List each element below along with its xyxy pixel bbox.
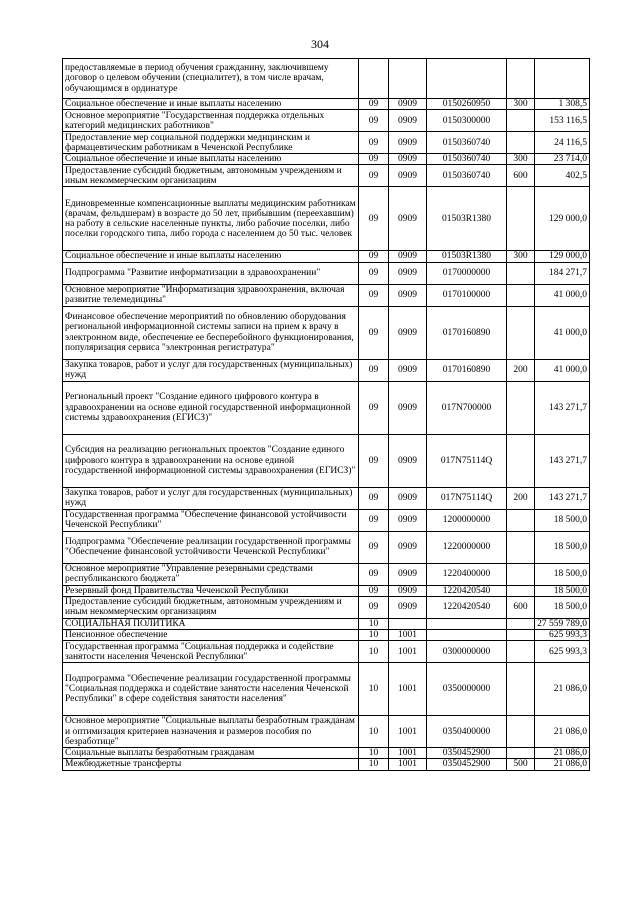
row-sum: 625 993,3 (535, 641, 590, 663)
row-rz: 09 (359, 110, 389, 132)
row-csr: 01503R1380 (427, 187, 507, 251)
row-name: Социальные выплаты безработным гражданам (63, 748, 359, 759)
row-pr: 0909 (389, 434, 427, 487)
row-name: СОЦИАЛЬНАЯ ПОЛИТИКА (63, 618, 359, 629)
row-pr: 0909 (389, 359, 427, 381)
row-rz: 10 (359, 641, 389, 663)
row-rz: 09 (359, 306, 389, 359)
row-csr: 0150300000 (427, 110, 507, 132)
row-pr: 0909 (389, 99, 427, 110)
row-pr: 0909 (389, 132, 427, 154)
row-rz: 09 (359, 284, 389, 306)
table-row (63, 154, 590, 165)
table-row (63, 585, 590, 596)
row-name: Межбюджетные трансферты (63, 759, 359, 770)
row-csr: 1220400000 (427, 563, 507, 585)
row-pr (389, 59, 427, 99)
row-vr (507, 748, 535, 759)
row-vr (507, 434, 535, 487)
row-rz: 09 (359, 165, 389, 187)
row-pr: 1001 (389, 630, 427, 641)
row-csr: 1200000000 (427, 509, 507, 531)
row-sum: 1 308,5 (535, 99, 590, 110)
table-row (63, 748, 590, 759)
row-csr: 0150360740 (427, 154, 507, 165)
row-name: Закупка товаров, работ и услуг для государственных (муниципальных) нужд (63, 487, 359, 509)
row-name: Подпрограмма "Обеспечение реализации государственной программы "Обеспечение финансовой устойчивости Чеченской Республики" (63, 531, 359, 563)
row-name: Предоставление мер социальной поддержки медицинским и фармацевтическим работникам в Чеченской Республике (63, 132, 359, 154)
row-rz: 10 (359, 759, 389, 770)
row-pr: 1001 (389, 641, 427, 663)
table-row (63, 165, 590, 187)
row-name: Государственная программа "Социальная поддержка и содействие занятости населения Чеченской Республики" (63, 641, 359, 663)
row-vr (507, 110, 535, 132)
row-rz: 10 (359, 618, 389, 629)
budget-table-body (63, 59, 590, 771)
row-csr: 1220420540 (427, 596, 507, 618)
row-name: Субсидия на реализацию региональных проектов "Создание единого цифрового контура в здравоохранении на основе единой государственной информационной системы здравоохранения (ЕГИСЗ)" (63, 434, 359, 487)
row-rz: 09 (359, 531, 389, 563)
row-rz: 09 (359, 585, 389, 596)
table-row (63, 641, 590, 663)
row-pr: 0909 (389, 381, 427, 434)
row-name: Финансовое обеспечение мероприятий по обновлению оборудования региональной информационной системы записи на прием к врачу в электронном виде, обеспечение ее бесперебойного функционирования, популяризация сервиса "электронная регистратура" (63, 306, 359, 359)
row-vr (507, 284, 535, 306)
table-row (63, 563, 590, 585)
row-csr: 1220420540 (427, 585, 507, 596)
row-name: Подпрограмма "Развитие информатизации в здравоохранении" (63, 262, 359, 284)
table-row (63, 59, 590, 99)
row-sum: 18 500,0 (535, 585, 590, 596)
row-rz: 09 (359, 359, 389, 381)
table-row (63, 618, 590, 629)
row-pr: 1001 (389, 716, 427, 748)
row-pr: 0909 (389, 165, 427, 187)
row-vr (507, 132, 535, 154)
row-pr: 1001 (389, 748, 427, 759)
row-rz: 10 (359, 630, 389, 641)
row-sum: 143 271,7 (535, 434, 590, 487)
row-vr: 300 (507, 154, 535, 165)
row-csr: 0150360740 (427, 132, 507, 154)
row-sum: 23 714,0 (535, 154, 590, 165)
row-name: Региональный проект "Создание единого цифрового контура в здравоохранении на основе единой государственной информационной системы здравоохранения (ЕГИСЗ)" (63, 381, 359, 434)
row-sum: 24 116,5 (535, 132, 590, 154)
row-pr: 0909 (389, 596, 427, 618)
table-row (63, 596, 590, 618)
row-vr: 600 (507, 165, 535, 187)
row-name: Подпрограмма "Обеспечение реализации государственной программы "Социальная поддержка и содействие занятости населения Чеченской Республики" в сфере содействия занятости населения" (63, 663, 359, 716)
budget-table (62, 58, 590, 771)
row-rz (359, 59, 389, 99)
row-vr: 600 (507, 596, 535, 618)
row-vr (507, 618, 535, 629)
row-vr: 300 (507, 99, 535, 110)
row-sum: 153 116,5 (535, 110, 590, 132)
row-name: Пенсионное обеспечение (63, 630, 359, 641)
row-vr (507, 509, 535, 531)
row-vr: 200 (507, 487, 535, 509)
row-vr (507, 641, 535, 663)
table-row (63, 359, 590, 381)
row-csr: 0350452900 (427, 759, 507, 770)
row-vr: 200 (507, 359, 535, 381)
table-row (63, 187, 590, 251)
row-csr: 017N700000 (427, 381, 507, 434)
table-row (63, 716, 590, 748)
row-csr (427, 618, 507, 629)
row-sum: 21 086,0 (535, 748, 590, 759)
row-name: Предоставление субсидий бюджетным, автономным учреждениям и иным некоммерческим организациям (63, 165, 359, 187)
row-sum: 27 559 789,0 (535, 618, 590, 629)
row-sum: 625 993,3 (535, 630, 590, 641)
table-row (63, 509, 590, 531)
row-vr (507, 563, 535, 585)
row-csr: 0350400000 (427, 716, 507, 748)
row-rz: 10 (359, 716, 389, 748)
row-rz: 09 (359, 563, 389, 585)
row-rz: 09 (359, 487, 389, 509)
row-sum: 21 086,0 (535, 759, 590, 770)
table-row (63, 306, 590, 359)
row-csr: 0350452900 (427, 748, 507, 759)
row-pr: 0909 (389, 306, 427, 359)
row-vr (507, 585, 535, 596)
table-row (63, 663, 590, 716)
row-sum: 21 086,0 (535, 716, 590, 748)
row-vr (507, 630, 535, 641)
row-sum: 129 000,0 (535, 251, 590, 262)
table-row (63, 630, 590, 641)
row-rz: 09 (359, 381, 389, 434)
table-row (63, 381, 590, 434)
row-sum: 41 000,0 (535, 359, 590, 381)
row-pr: 0909 (389, 563, 427, 585)
row-csr: 0300000000 (427, 641, 507, 663)
row-sum: 21 086,0 (535, 663, 590, 716)
row-sum: 143 271,7 (535, 487, 590, 509)
row-sum: 18 500,0 (535, 563, 590, 585)
row-pr: 0909 (389, 187, 427, 251)
row-rz: 09 (359, 99, 389, 110)
row-name: Основное мероприятие "Государственная поддержка отдельных категорий медицинских работников" (63, 110, 359, 132)
table-row (63, 759, 590, 770)
row-name: Предоставление субсидий бюджетным, автономным учреждениям и иным некоммерческим организациям (63, 596, 359, 618)
row-sum: 129 000,0 (535, 187, 590, 251)
row-name: Закупка товаров, работ и услуг для государственных (муниципальных) нужд (63, 359, 359, 381)
row-rz: 09 (359, 509, 389, 531)
row-rz: 09 (359, 434, 389, 487)
row-pr: 1001 (389, 663, 427, 716)
table-row (63, 531, 590, 563)
row-csr: 0350000000 (427, 663, 507, 716)
row-name: Социальное обеспечение и иные выплаты населению (63, 154, 359, 165)
row-name: Основное мероприятие "Информатизация здравоохранения, включая развитие телемедицины" (63, 284, 359, 306)
row-pr (389, 618, 427, 629)
table-row (63, 110, 590, 132)
row-pr: 0909 (389, 154, 427, 165)
row-pr: 0909 (389, 487, 427, 509)
row-name: Резервный фонд Правительства Чеченской Республики (63, 585, 359, 596)
row-rz: 10 (359, 663, 389, 716)
row-rz: 10 (359, 748, 389, 759)
row-csr (427, 59, 507, 99)
row-pr: 0909 (389, 531, 427, 563)
table-row (63, 251, 590, 262)
table-row (63, 99, 590, 110)
row-csr: 0170160890 (427, 306, 507, 359)
row-vr (507, 716, 535, 748)
page-number: 304 (311, 37, 329, 51)
row-pr: 0909 (389, 262, 427, 284)
row-pr: 0909 (389, 251, 427, 262)
row-rz: 09 (359, 251, 389, 262)
row-vr: 500 (507, 759, 535, 770)
row-name: Основное мероприятие "Социальные выплаты безработным гражданам и оптимизация критериев назначения и размеров пособия по безработице" (63, 716, 359, 748)
row-name: Социальное обеспечение и иные выплаты населению (63, 99, 359, 110)
table-row (63, 132, 590, 154)
row-csr (427, 630, 507, 641)
row-sum: 184 271,7 (535, 262, 590, 284)
table-row (63, 487, 590, 509)
row-sum: 18 500,0 (535, 509, 590, 531)
row-sum: 41 000,0 (535, 306, 590, 359)
row-sum: 41 000,0 (535, 284, 590, 306)
row-sum: 402,5 (535, 165, 590, 187)
row-csr: 017N75114Q (427, 487, 507, 509)
table-row (63, 434, 590, 487)
row-csr: 017N75114Q (427, 434, 507, 487)
row-csr: 1220000000 (427, 531, 507, 563)
row-csr: 0150260950 (427, 99, 507, 110)
row-csr: 0170100000 (427, 284, 507, 306)
row-csr: 0170000000 (427, 262, 507, 284)
row-rz: 09 (359, 187, 389, 251)
row-rz: 09 (359, 596, 389, 618)
row-pr: 0909 (389, 110, 427, 132)
row-csr: 0170160890 (427, 359, 507, 381)
row-csr: 0150360740 (427, 165, 507, 187)
row-vr (507, 663, 535, 716)
row-rz: 09 (359, 154, 389, 165)
row-sum: 143 271,7 (535, 381, 590, 434)
row-vr (507, 531, 535, 563)
row-pr: 0909 (389, 509, 427, 531)
row-vr (507, 59, 535, 99)
row-name: Социальное обеспечение и иные выплаты населению (63, 251, 359, 262)
row-vr: 300 (507, 251, 535, 262)
row-pr: 0909 (389, 284, 427, 306)
row-name: Основное мероприятие "Управление резервными средствами республиканского бюджета" (63, 563, 359, 585)
table-row (63, 284, 590, 306)
row-sum: 18 500,0 (535, 596, 590, 618)
row-csr: 01503R1380 (427, 251, 507, 262)
table-row (63, 262, 590, 284)
row-vr (507, 306, 535, 359)
row-vr (507, 381, 535, 434)
row-pr: 0909 (389, 585, 427, 596)
row-vr (507, 262, 535, 284)
row-pr: 1001 (389, 759, 427, 770)
row-sum (535, 59, 590, 99)
row-vr (507, 187, 535, 251)
row-rz: 09 (359, 132, 389, 154)
row-rz: 09 (359, 262, 389, 284)
row-name: предоставляемые в период обучения гражданину, заключившему договор о целевом обучении (специалитет), в том числе врачам, обучающимся в ординатуре (63, 59, 359, 99)
row-name: Государственная программа "Обеспечение финансовой устойчивости Чеченской Республики" (63, 509, 359, 531)
row-name: Единовременные компенсационные выплаты медицинским работникам (врачам, фельдшерам) в возрасте до 50 лет, прибывшим (переехавшим) на работу в сельские населенные пункты, либо рабочие поселки, либо поселки городского типа, либо города с населением до 50 тыс. человек (63, 187, 359, 251)
row-sum: 18 500,0 (535, 531, 590, 563)
